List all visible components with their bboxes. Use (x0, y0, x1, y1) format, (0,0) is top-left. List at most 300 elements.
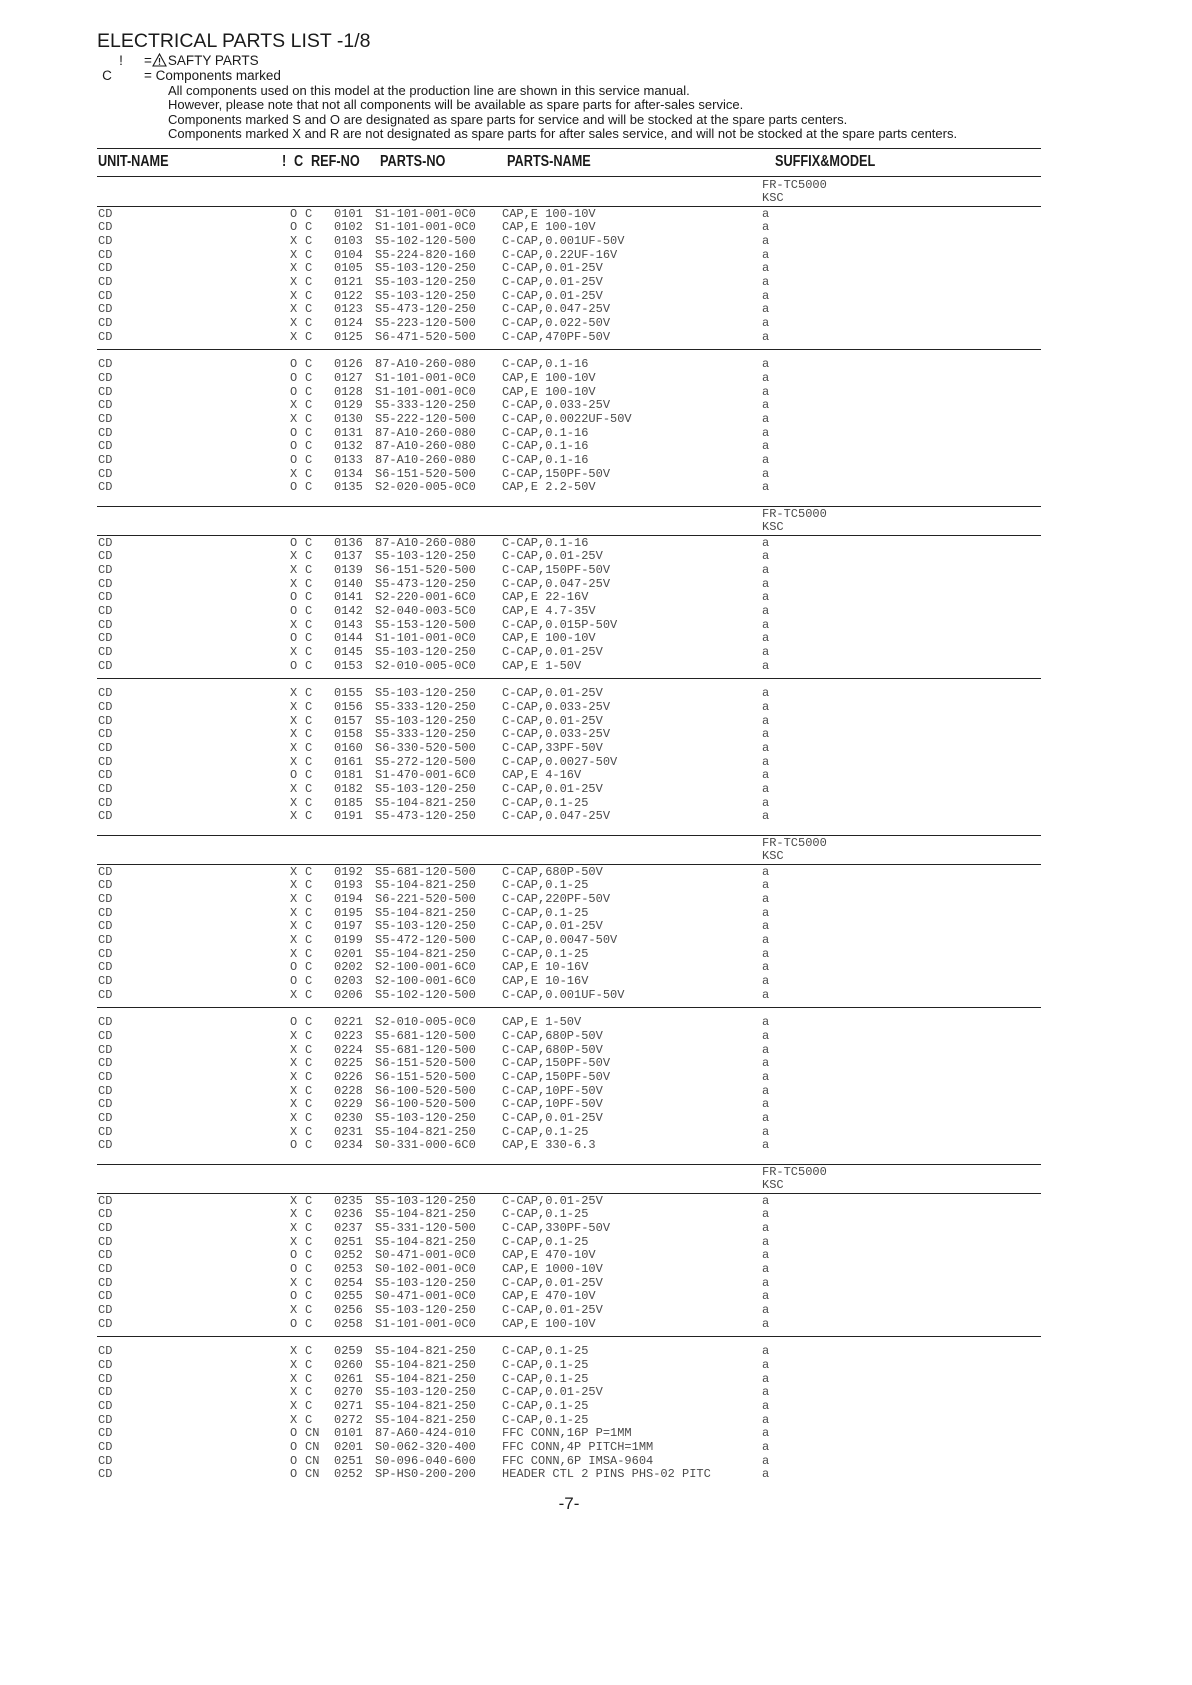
parts-no-cell: S6-100-520-500 (375, 1083, 476, 1098)
safety-mark-cell: O (290, 631, 298, 646)
ref-no-cell: 0140 (334, 576, 363, 591)
parts-no-cell: S2-020-005-0C0 (375, 480, 476, 495)
ref-no-cell: 0135 (334, 480, 363, 495)
ref-no-cell: 0256 (334, 1303, 363, 1318)
parts-name-cell: C-CAP,150PF-50V (502, 1069, 611, 1084)
parts-name-cell: C-CAP,0.022-50V (502, 316, 611, 331)
parts-name-cell: CAP,E 10-16V (502, 974, 589, 989)
unit-name-cell: CD (98, 288, 113, 303)
safety-mark-cell: X (290, 727, 298, 742)
suffix-cell: a (762, 466, 770, 481)
table-row (0, 454, 1109, 468)
table-row (0, 468, 1109, 482)
suffix-cell: a (762, 1234, 770, 1249)
suffix-cell: a (762, 1385, 770, 1400)
parts-no-cell: S5-102-120-500 (375, 233, 476, 248)
safety-mark-cell: X (290, 1412, 298, 1427)
safety-mark-cell: O (290, 1467, 298, 1482)
parts-no-cell: S6-330-520-500 (375, 740, 476, 755)
suffix-cell: a (762, 878, 770, 893)
unit-name-cell: CD (98, 453, 113, 467)
ref-no-cell: 0126 (334, 357, 363, 372)
component-mark-cell: C (305, 1303, 313, 1318)
unit-name-cell: CD (98, 727, 113, 742)
suffix-cell: a (762, 645, 770, 660)
unit-name-cell: CD (98, 1056, 113, 1071)
safety-mark-cell: O (290, 535, 298, 550)
parts-name-cell: C-CAP,0.1-25 (502, 946, 589, 961)
parts-no-cell: 87-A10-260-080 (375, 425, 476, 440)
unit-name-cell: CD (98, 946, 113, 961)
ref-no-cell: 0131 (334, 425, 363, 440)
parts-no-cell: S1-470-001-6C0 (375, 768, 476, 783)
component-mark-cell: C (305, 480, 313, 495)
ref-no-cell: 0254 (334, 1275, 363, 1290)
parts-no-cell: S5-104-821-250 (375, 878, 476, 893)
unit-name-cell: CD (98, 411, 113, 426)
model-name: FR-TC5000 (762, 835, 827, 850)
parts-name-cell: CAP,E 10-16V (502, 960, 589, 975)
suffix-cell: a (762, 480, 770, 495)
component-mark-cell: C (305, 1371, 313, 1386)
suffix-cell: a (762, 1398, 770, 1413)
component-mark-cell: C (305, 1248, 313, 1263)
group-divider-rule (97, 349, 1041, 350)
unit-name-cell: CD (98, 1193, 113, 1208)
parts-name-cell: C-CAP,0.01-25V (502, 1385, 603, 1400)
parts-name-cell: C-CAP,0.0047-50V (502, 933, 618, 947)
component-mark-cell: C (305, 1357, 313, 1372)
component-mark-cell: C (305, 1385, 313, 1400)
parts-no-cell: S5-104-821-250 (375, 1207, 476, 1222)
parts-name-cell: CAP,E 100-10V (502, 370, 596, 385)
parts-no-cell: S5-331-120-500 (375, 1220, 476, 1235)
unit-name-cell: CD (98, 768, 113, 783)
component-mark-cell: C (305, 713, 313, 728)
ref-no-cell: 0231 (334, 1124, 363, 1139)
parts-name-cell: C-CAP,0.0022UF-50V (502, 411, 632, 426)
suffix-cell: a (762, 933, 770, 947)
safety-mark-cell: X (290, 782, 298, 796)
component-mark-cell: C (305, 809, 313, 824)
parts-name-cell: C-CAP,0.1-25 (502, 1398, 589, 1413)
section-top-rule (97, 835, 1041, 836)
table-row (0, 687, 1109, 701)
suffix-cell: a (762, 1193, 770, 1208)
parts-name-cell: C-CAP,150PF-50V (502, 466, 611, 481)
unit-name-cell: CD (98, 1398, 113, 1413)
component-mark-cell: C (305, 398, 313, 413)
unit-name-cell: CD (98, 740, 113, 755)
table-row (0, 1071, 1109, 1085)
parts-name-cell: C-CAP,0.1-16 (502, 357, 589, 372)
parts-name-cell: C-CAP,150PF-50V (502, 1056, 611, 1071)
parts-name-cell: CAP,E 470-10V (502, 1248, 596, 1263)
parts-no-cell: S5-104-821-250 (375, 1344, 476, 1359)
unit-name-cell: CD (98, 439, 113, 454)
component-mark-cell: C (305, 782, 313, 796)
unit-name-cell: CD (98, 466, 113, 481)
unit-name-cell: CD (98, 384, 113, 399)
table-row (0, 564, 1109, 578)
component-mark-cell: C (305, 891, 313, 906)
safety-mark-cell: X (290, 1234, 298, 1249)
component-mark-cell: C (305, 878, 313, 893)
parts-no-cell: S1-101-001-0C0 (375, 220, 476, 235)
safety-mark-cell: X (290, 754, 298, 769)
parts-name-cell: C-CAP,0.01-25V (502, 1275, 603, 1290)
safety-mark-cell: O (290, 1015, 298, 1030)
suffix-cell: a (762, 329, 770, 344)
parts-no-cell: 87-A60-424-010 (375, 1426, 476, 1441)
safety-mark-cell: O (290, 768, 298, 783)
table-row (0, 1098, 1109, 1112)
table-row (0, 989, 1109, 1003)
component-mark-cell: C (305, 1056, 313, 1071)
ref-no-cell: 0136 (334, 535, 363, 550)
table-row (0, 1057, 1109, 1071)
parts-no-cell: S5-104-821-250 (375, 1234, 476, 1249)
safety-mark-cell: O (290, 1316, 298, 1331)
parts-name-cell: CAP,E 4.7-35V (502, 604, 596, 618)
section-top-rule (97, 1164, 1041, 1165)
unit-name-cell: CD (98, 247, 113, 262)
parts-no-cell: S5-103-120-250 (375, 1275, 476, 1290)
parts-name-cell: C-CAP,10PF-50V (502, 1097, 603, 1112)
safety-mark-cell: X (290, 275, 298, 289)
safety-mark-cell: X (290, 411, 298, 426)
component-mark-cell: C (305, 1398, 313, 1413)
parts-name-cell: C-CAP,0.1-25 (502, 878, 589, 893)
suffix-cell: a (762, 1289, 770, 1304)
ref-no-cell: 0182 (334, 782, 363, 796)
component-mark-cell: C (305, 686, 313, 701)
component-mark-cell: C (305, 727, 313, 742)
suffix-cell: a (762, 809, 770, 824)
parts-name-cell: CAP,E 1-50V (502, 1015, 582, 1030)
unit-name-cell: CD (98, 370, 113, 385)
suffix-cell: a (762, 535, 770, 550)
component-mark-cell: C (305, 549, 313, 564)
parts-no-cell: S5-272-120-500 (375, 754, 476, 769)
col-header-parts-no: PARTS-NO (380, 153, 446, 170)
table-row (0, 920, 1109, 934)
table-row (0, 1016, 1109, 1030)
parts-no-cell: S2-010-005-0C0 (375, 1015, 476, 1030)
unit-name-cell: CD (98, 919, 113, 934)
component-mark-cell: C (305, 658, 313, 673)
legend-safety-label: SAFTY PARTS (167, 53, 259, 68)
unit-name-cell: CD (98, 1344, 113, 1359)
parts-name-cell: C-CAP,0.1-25 (502, 1371, 589, 1386)
safety-mark-cell: O (290, 1248, 298, 1263)
ref-no-cell: 0142 (334, 604, 363, 618)
ref-no-cell: 0258 (334, 1316, 363, 1331)
suffix-cell: a (762, 549, 770, 564)
table-row (0, 427, 1109, 441)
parts-name-cell: C-CAP,0.1-25 (502, 1124, 589, 1139)
parts-name-cell: C-CAP,10PF-50V (502, 1083, 603, 1098)
component-mark-cell: C (305, 1275, 313, 1290)
component-mark-cell: C (305, 357, 313, 372)
table-row (0, 235, 1109, 249)
parts-name-cell: C-CAP,0.1-25 (502, 1412, 589, 1427)
unit-name-cell: CD (98, 1440, 113, 1454)
table-row (0, 317, 1109, 331)
component-mark-cell: C (305, 1069, 313, 1084)
table-row (0, 1359, 1109, 1373)
component-mark-cell: C (305, 590, 313, 605)
component-mark-cell: C (305, 768, 313, 783)
suffix-cell: a (762, 713, 770, 728)
ref-no-cell: 0181 (334, 768, 363, 783)
parts-name-cell: C-CAP,0.01-25V (502, 261, 603, 276)
parts-no-cell: S5-103-120-250 (375, 1303, 476, 1318)
component-mark-cell: C (305, 987, 313, 1002)
ref-no-cell: 0127 (334, 370, 363, 385)
parts-no-cell: S1-101-001-0C0 (375, 206, 476, 221)
table-row (0, 399, 1109, 413)
component-mark-cell: CN (305, 1440, 320, 1454)
parts-no-cell: S5-104-821-250 (375, 1412, 476, 1427)
unit-name-cell: CD (98, 535, 113, 550)
ref-no-cell: 0271 (334, 1398, 363, 1413)
safety-mark-cell: X (290, 233, 298, 248)
parts-name-cell: C-CAP,0.033-25V (502, 727, 611, 742)
parts-no-cell: 87-A10-260-080 (375, 439, 476, 454)
suffix-cell: a (762, 905, 770, 920)
safety-mark-cell: X (290, 1344, 298, 1359)
table-row (0, 1277, 1109, 1291)
unit-name-cell: CD (98, 933, 113, 947)
suffix-cell: a (762, 302, 770, 317)
parts-name-cell: HEADER CTL 2 PINS PHS-02 PITC (502, 1467, 711, 1482)
suffix-cell: a (762, 686, 770, 701)
unit-name-cell: CD (98, 658, 113, 673)
unit-name-cell: CD (98, 1453, 113, 1468)
unit-name-cell: CD (98, 1426, 113, 1441)
parts-no-cell: S2-040-003-5C0 (375, 604, 476, 618)
ref-no-cell: 0230 (334, 1111, 363, 1125)
parts-name-cell: C-CAP,33PF-50V (502, 740, 603, 755)
unit-name-cell: CD (98, 1303, 113, 1318)
model-name: FR-TC5000 (762, 177, 827, 192)
table-row (0, 249, 1109, 263)
component-mark-cell: C (305, 740, 313, 755)
unit-name-cell: CD (98, 864, 113, 879)
ref-no-cell: 0121 (334, 275, 363, 289)
component-mark-cell: C (305, 1344, 313, 1359)
component-mark-cell: C (305, 535, 313, 550)
notes-block (168, 84, 957, 142)
ref-no-cell: 0235 (334, 1193, 363, 1208)
unit-name-cell: CD (98, 1124, 113, 1139)
unit-name-cell: CD (98, 1234, 113, 1249)
parts-name-cell: C-CAP,0.001UF-50V (502, 233, 625, 248)
parts-no-cell: S5-103-120-250 (375, 919, 476, 934)
ref-no-cell: 0125 (334, 329, 363, 344)
ref-no-cell: 0104 (334, 247, 363, 262)
ref-no-cell: 0130 (334, 411, 363, 426)
component-mark-cell: C (305, 247, 313, 262)
table-row (0, 481, 1109, 495)
ref-no-cell: 0253 (334, 1262, 363, 1276)
parts-name-cell: C-CAP,0.1-25 (502, 905, 589, 920)
suffix-cell: a (762, 1097, 770, 1112)
parts-name-cell: C-CAP,0.01-25V (502, 686, 603, 701)
suffix-cell: a (762, 658, 770, 673)
parts-name-cell: CAP,E 22-16V (502, 590, 589, 605)
table-row (0, 1263, 1109, 1277)
parts-no-cell: S2-220-001-6C0 (375, 590, 476, 605)
table-row (0, 1304, 1109, 1318)
table-row (0, 907, 1109, 921)
ref-no-cell: 0224 (334, 1042, 363, 1057)
safety-mark-cell: O (290, 1262, 298, 1276)
safety-mark-cell: O (290, 384, 298, 399)
safety-mark-cell: X (290, 1028, 298, 1043)
table-row (0, 1318, 1109, 1332)
unit-name-cell: CD (98, 316, 113, 331)
table-row (0, 948, 1109, 962)
component-mark-cell: CN (305, 1453, 320, 1468)
suffix-cell: a (762, 1069, 770, 1084)
safety-mark-cell: X (290, 933, 298, 947)
safety-mark-cell: X (290, 617, 298, 632)
parts-name-cell: C-CAP,0.01-25V (502, 645, 603, 660)
safety-mark-cell: X (290, 1357, 298, 1372)
suffix-cell: a (762, 1262, 770, 1276)
parts-name-cell: C-CAP,680P-50V (502, 1042, 603, 1057)
section-top-rule (97, 506, 1041, 507)
unit-name-cell: CD (98, 878, 113, 893)
ref-no-cell: 0251 (334, 1234, 363, 1249)
ref-no-cell: 0229 (334, 1097, 363, 1112)
safety-mark-cell: O (290, 220, 298, 235)
component-mark-cell: C (305, 919, 313, 934)
ref-no-cell: 0102 (334, 220, 363, 235)
component-mark-cell: C (305, 425, 313, 440)
unit-name-cell: CD (98, 604, 113, 618)
suffix-cell: a (762, 1303, 770, 1318)
component-mark-cell: C (305, 1412, 313, 1427)
parts-no-cell: S5-681-120-500 (375, 1028, 476, 1043)
parts-no-cell: S5-103-120-250 (375, 288, 476, 303)
component-mark-cell: C (305, 1042, 313, 1057)
safety-mark-cell: X (290, 1193, 298, 1208)
table-row (0, 1195, 1109, 1209)
parts-no-cell: S6-221-520-500 (375, 891, 476, 906)
suffix-cell: a (762, 754, 770, 769)
parts-name-cell: C-CAP,150PF-50V (502, 562, 611, 577)
suffix-cell: a (762, 357, 770, 372)
model-suffix: KSC (762, 1178, 784, 1192)
unit-name-cell: CD (98, 1262, 113, 1276)
table-row (0, 331, 1109, 345)
parts-no-cell: S5-103-120-250 (375, 275, 476, 289)
page-title: ELECTRICAL PARTS LIST -1/8 (97, 30, 371, 52)
ref-no-cell: 0132 (334, 439, 363, 454)
component-mark-cell: C (305, 604, 313, 618)
component-mark-cell: C (305, 946, 313, 961)
col-header-unit-name: UNIT-NAME (98, 153, 169, 170)
suffix-cell: a (762, 1440, 770, 1454)
unit-name-cell: CD (98, 329, 113, 344)
parts-name-cell: FFC CONN,6P IMSA-9604 (502, 1453, 654, 1468)
parts-no-cell: S5-223-120-500 (375, 316, 476, 331)
parts-no-cell: S5-104-821-250 (375, 905, 476, 920)
table-row (0, 1044, 1109, 1058)
component-mark-cell: C (305, 370, 313, 385)
unit-name-cell: CD (98, 1357, 113, 1372)
parts-no-cell: S5-103-120-250 (375, 1193, 476, 1208)
table-row (0, 221, 1109, 235)
component-mark-cell: C (305, 754, 313, 769)
ref-no-cell: 0185 (334, 795, 363, 810)
safety-mark-cell: O (290, 206, 298, 221)
suffix-cell: a (762, 946, 770, 961)
ref-no-cell: 0137 (334, 549, 363, 564)
table-row (0, 715, 1109, 729)
table-row (0, 866, 1109, 880)
table-row (0, 550, 1109, 564)
parts-no-cell: S0-471-001-0C0 (375, 1289, 476, 1304)
safety-mark-cell: X (290, 919, 298, 934)
parts-no-cell: S5-472-120-500 (375, 933, 476, 947)
table-row (0, 660, 1109, 674)
suffix-cell: a (762, 1056, 770, 1071)
col-header-suffix-model: SUFFIX&MODEL (775, 153, 876, 170)
suffix-cell: a (762, 576, 770, 591)
safety-mark-cell: O (290, 1426, 298, 1441)
safety-mark-cell: X (290, 562, 298, 577)
table-row (0, 262, 1109, 276)
parts-name-cell: FFC CONN,4P PITCH=1MM (502, 1440, 654, 1454)
ref-no-cell: 0143 (334, 617, 363, 632)
suffix-cell: a (762, 768, 770, 783)
ref-no-cell: 0105 (334, 261, 363, 276)
table-row (0, 701, 1109, 715)
ref-no-cell: 0223 (334, 1028, 363, 1043)
parts-name-cell: CAP,E 4-16V (502, 768, 582, 783)
ref-no-cell: 0255 (334, 1289, 363, 1304)
unit-name-cell: CD (98, 1316, 113, 1331)
table-row (0, 1208, 1109, 1222)
safety-mark-cell: O (290, 960, 298, 975)
table-row (0, 591, 1109, 605)
safety-mark-cell: X (290, 288, 298, 303)
parts-no-cell: S6-151-520-500 (375, 1056, 476, 1071)
parts-no-cell: S5-333-120-250 (375, 699, 476, 714)
component-mark-cell: C (305, 466, 313, 481)
suffix-cell: a (762, 1028, 770, 1043)
col-header-parts-name: PARTS-NAME (507, 153, 591, 170)
table-row (0, 756, 1109, 770)
safety-mark-cell: X (290, 316, 298, 331)
parts-name-cell: C-CAP,0.1-16 (502, 425, 589, 440)
parts-name-cell: C-CAP,470PF-50V (502, 329, 611, 344)
unit-name-cell: CD (98, 398, 113, 413)
parts-no-cell: S0-062-320-400 (375, 1440, 476, 1454)
unit-name-cell: CD (98, 1467, 113, 1482)
parts-name-cell: C-CAP,680P-50V (502, 1028, 603, 1043)
safety-mark-cell: X (290, 795, 298, 810)
parts-name-cell: C-CAP,0.1-25 (502, 1207, 589, 1222)
legend-text-safety (144, 53, 259, 68)
component-mark-cell: C (305, 1289, 313, 1304)
parts-no-cell: S5-222-120-500 (375, 411, 476, 426)
unit-name-cell: CD (98, 699, 113, 714)
